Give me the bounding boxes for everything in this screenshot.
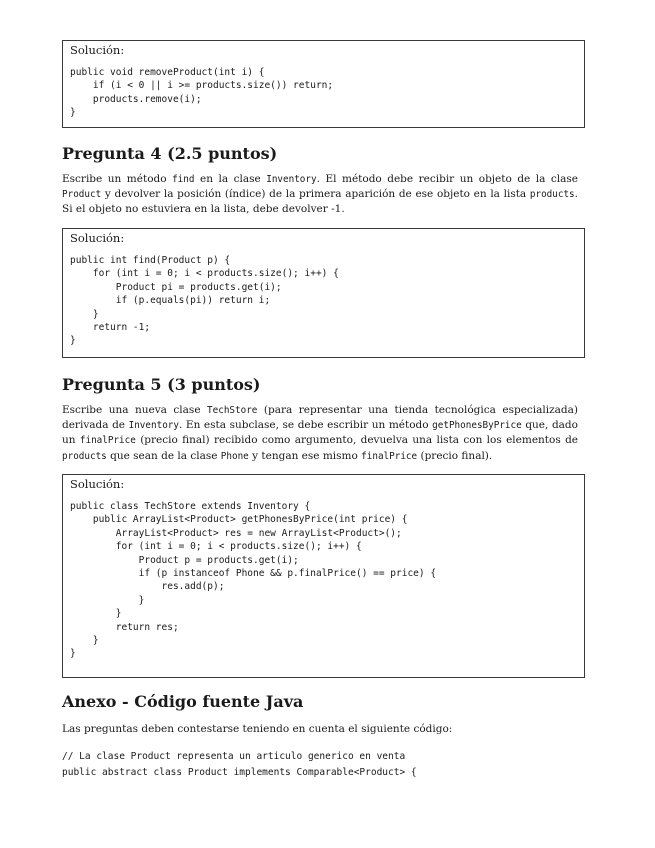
solution-label: Solución: <box>70 477 125 491</box>
solution-label: Solución: <box>70 43 125 57</box>
solution-box-techstore <box>62 474 585 678</box>
text-segment: Escribe un método <box>62 173 173 185</box>
inline-code: finalPrice <box>79 435 136 447</box>
inline-code: find <box>172 174 195 185</box>
solution-code: public int find(Product p) { for (int i = 0; i < products.size(); i++) { Product pi = products.get(i); if (p.equals(pi)) return i; } return -1; } <box>70 255 339 347</box>
text-segment: Escribe una nueva clase <box>62 404 208 416</box>
text-segment: (precio final). <box>417 449 493 462</box>
question-5-heading: Pregunta 5 (3 puntos) <box>62 375 261 394</box>
solution-box-remove-product <box>62 40 585 128</box>
inline-code: products <box>529 189 575 201</box>
inline-code: TechStore <box>207 405 258 416</box>
inline-code: finalPrice <box>361 450 418 462</box>
text-segment: y tengan ese mismo <box>248 449 362 462</box>
question-5-text <box>62 403 578 464</box>
annex-intro: Las preguntas deben contestarse teniendo en cuenta el siguiente código: <box>62 723 453 735</box>
text-segment: que sean de la clase <box>106 449 221 462</box>
text-segment: y devolver la posición (índice) de la primera aparición de ese objeto en la lista <box>101 188 530 201</box>
text-segment: . Si el objeto no estuviera en la lista, debe devolver -1. <box>62 188 578 216</box>
annex-heading: Anexo - Código fuente Java <box>62 692 304 711</box>
text-segment: . El método debe recibir un objeto de la clase <box>316 173 579 185</box>
solution-box-find <box>62 228 585 358</box>
inline-code: Product <box>62 189 102 201</box>
solution-code: public void removeProduct(int i) { if (i < 0 || i >= products.size()) return; products.remove(i); } <box>70 67 334 119</box>
inline-code: products <box>62 450 107 462</box>
inline-code: Inventory <box>266 174 317 185</box>
text-segment: en la clase <box>194 173 267 185</box>
text-segment: (precio final) recibido como argumento, devuelva una lista con los elementos de <box>135 434 579 447</box>
inline-code: Phone <box>220 450 249 462</box>
text-segment: . En esta subclase, se debe escribir un método <box>178 419 433 432</box>
text-segment: (para representar una tienda tecnológica especializada) derivada de <box>62 404 578 432</box>
question-4-text <box>62 172 578 218</box>
inline-code: Inventory <box>128 420 179 432</box>
solution-code: public class TechStore extends Inventory { public ArrayList<Product> getPhonesByPrice(int price) { ArrayList<Product> res = new ArrayList<Product>(); for (int i = 0; i < products.size(); i++) { Product p = products.get(i); if (p instanceof Phone && p.finalPrice() == price) { res.add(p); } } return res; } } <box>70 501 437 660</box>
solution-label: Solución: <box>70 231 125 245</box>
inline-code: getPhonesByPrice <box>432 420 522 432</box>
question-4-heading: Pregunta 4 (2.5 puntos) <box>62 144 278 163</box>
text-segment: que, dado un <box>62 419 578 447</box>
annex-code: // La clase Product representa un articulo generico en venta public abstract class Product implements Comparable<Product> { <box>62 751 417 778</box>
